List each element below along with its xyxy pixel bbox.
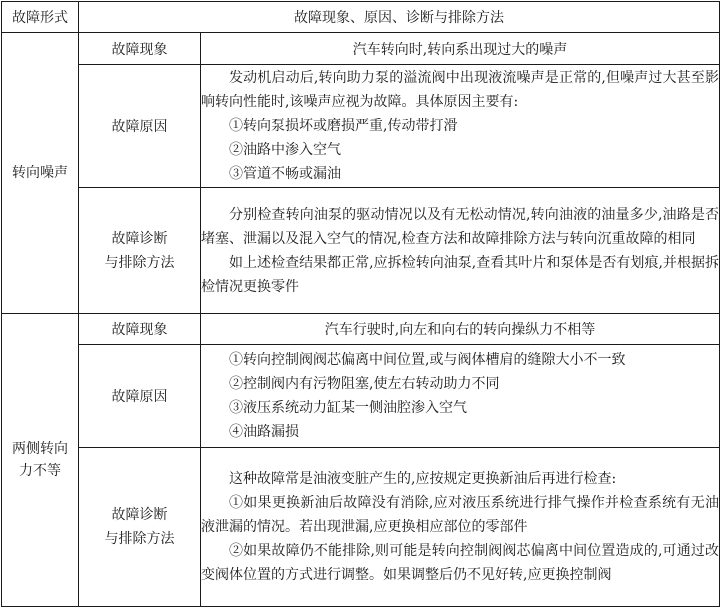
cause-item: ①转向控制阀阀芯偏离中间位置,或与阀体槽肩的缝隙大小不一致	[229, 352, 626, 368]
phenomenon-label: 故障现象	[79, 33, 201, 65]
fault-form-cell	[2, 314, 79, 607]
cause-item: ③液压系统动力缸某一侧油腔渗入空气	[229, 400, 467, 416]
diagnosis-cell	[201, 448, 720, 607]
diagnosis-paragraph: 如上述检查结果都正常,应拆检转向油泵,查看其叶片和泵体是否有划痕,并根据拆检情况更换零件	[201, 254, 719, 295]
header-fault-form: 故障形式	[2, 2, 79, 33]
cause-cell	[201, 345, 720, 448]
diagnosis-paragraph: ②如果故障仍不能排除,则可能是转向控制阀阀芯偏离中间位置造成的,可通过改变阀体位置的方式进行调整。如果调整后仍不见好转,应更换控制阀	[201, 543, 719, 583]
diagnosis-paragraph: 这种故障常是油液变脏产生的,应按规定更换新油后再进行检查:	[229, 471, 617, 487]
phenomenon-label: 故障现象	[79, 314, 201, 345]
diagnosis-paragraph: ①如果更换新油后故障没有消除,应对液压系统进行排气操作并检查系统有无油液泄漏的情况。若出现泄漏,应更换相应部位的零部件	[201, 495, 719, 535]
header-fault-details: 故障现象、原因、诊断与排除方法	[79, 2, 720, 33]
diagnosis-label: 故障诊断 与排除方法	[79, 448, 201, 607]
table-header-row	[2, 2, 720, 33]
fault-form-label: 转向噪声	[12, 165, 68, 181]
cause-item: ④油路漏损	[229, 424, 299, 440]
table-row	[2, 314, 720, 345]
cause-item: ②控制阀内有污物阻塞,使左右转动助力不同	[229, 376, 500, 392]
diagnosis-cell	[201, 188, 720, 314]
fault-form-label: 两侧转向	[12, 441, 68, 457]
phenomenon-text: 汽车转向时,转向系出现过大的噪声	[201, 33, 720, 65]
fault-form-label: 力不等	[19, 463, 61, 479]
table-row	[2, 33, 720, 65]
cause-label: 故障原因	[79, 65, 201, 188]
cause-item: ①转向泵损坏或磨损严重,传动带打滑	[229, 118, 458, 134]
table-row	[2, 448, 720, 607]
cause-label: 故障原因	[79, 345, 201, 448]
table-row	[2, 345, 720, 448]
fault-form-cell	[2, 33, 79, 314]
cause-item: ②油路中渗入空气	[229, 142, 341, 158]
diagnosis-label: 故障诊断 与排除方法	[79, 188, 201, 314]
diagnosis-paragraph: 分别检查转向油泵的驱动情况以及有无松动情况,转向油液的油量多少,油路是否堵塞、泄漏以及混入空气的情况,检查方法和故障排除方法与转向沉重故障的相同	[201, 206, 719, 247]
table-row	[2, 188, 720, 314]
table-row	[2, 65, 720, 188]
phenomenon-text: 汽车行驶时,向左和向右的转向操纵力不相等	[201, 314, 720, 345]
cause-item: ③管道不畅或漏油	[229, 166, 341, 182]
cause-intro: 发动机启动后,转向助力泵的溢流阀中出现液流噪声是正常的,但噪声过大甚至影响转向性能时,该噪声应视为故障。具体原因主要有:	[201, 70, 719, 110]
cause-cell	[201, 65, 720, 188]
fault-table	[1, 1, 720, 607]
